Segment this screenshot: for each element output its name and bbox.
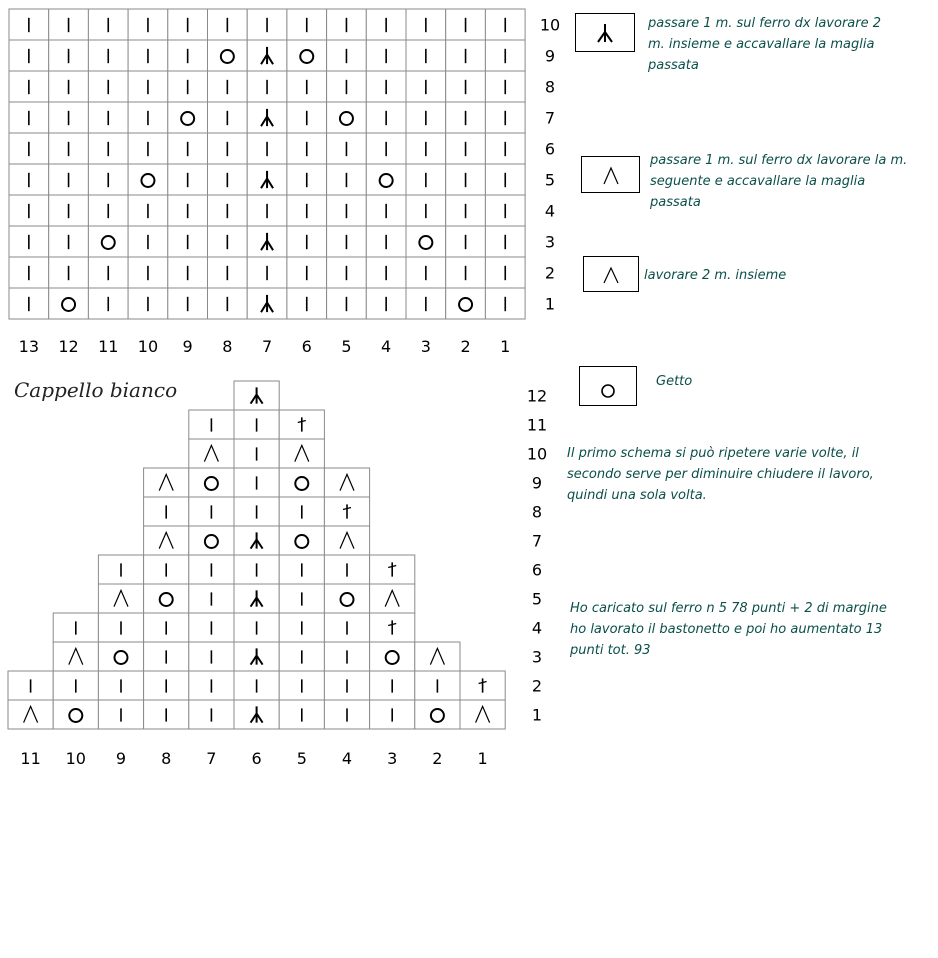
- stitch-cell: [234, 439, 279, 468]
- stitch-cell: [144, 497, 189, 526]
- column-number-label: 4: [381, 337, 392, 356]
- column-number-label: 5: [341, 337, 352, 356]
- row-number-label: 2: [544, 263, 556, 283]
- stitch-cell: [234, 381, 279, 410]
- column-number-label: 13: [18, 337, 40, 356]
- stitch-cell: [324, 584, 369, 613]
- row-number-label: 3: [544, 232, 556, 252]
- stitch-cell: [53, 613, 98, 642]
- row-number-label: 1: [531, 705, 543, 725]
- stitch-cell: [324, 526, 369, 555]
- stitch-cell: [144, 671, 189, 700]
- stitch-cell: [415, 642, 460, 671]
- stitch-cell: [279, 468, 324, 497]
- row-number-label: 5: [544, 170, 556, 190]
- stitch-cell: [8, 671, 53, 700]
- legend-s2p-box: [575, 13, 635, 52]
- stitch-cell: [234, 700, 279, 729]
- row-number-label: 6: [531, 560, 543, 580]
- row-number-label: 7: [544, 108, 556, 128]
- stitch-cell: [144, 642, 189, 671]
- stitch-cell: [370, 584, 415, 613]
- row-number-label: 8: [531, 502, 543, 522]
- stitch-cell: [189, 642, 234, 671]
- cast-on-note: Ho caricato sul ferro n 5 78 punti + 2 di margine ho lavorato il bastonetto e poi ho aumentato 13 punti tot. 93: [570, 601, 887, 658]
- legend-k2t-box: [583, 256, 639, 292]
- stitch-cell: [189, 555, 234, 584]
- stitch-cell: [370, 700, 415, 729]
- column-number-label: 12: [58, 337, 79, 356]
- stitch-cell: [189, 700, 234, 729]
- row-number-label: 1: [544, 294, 556, 314]
- stitch-cell: [460, 700, 505, 729]
- column-number-label: 1: [500, 337, 511, 356]
- column-number-label: 1: [477, 749, 488, 768]
- stitch-cell: [234, 468, 279, 497]
- stitch-cell: [53, 642, 98, 671]
- stitch-cell: [324, 642, 369, 671]
- row-number-label: 9: [544, 46, 556, 66]
- stitch-cell: [189, 671, 234, 700]
- stitch-cell: [370, 671, 415, 700]
- stitch-cell: [234, 555, 279, 584]
- column-number-label: 7: [206, 749, 217, 768]
- column-number-label: 8: [222, 337, 233, 356]
- stitch-cell: [279, 410, 324, 439]
- stitch-cell: [234, 410, 279, 439]
- column-number-label: 2: [432, 749, 443, 768]
- stitch-cell: [234, 584, 279, 613]
- column-number-label: 4: [341, 749, 353, 768]
- stitch-cell: [324, 468, 369, 497]
- row-number-label: 4: [531, 618, 543, 638]
- stitch-cell: [279, 497, 324, 526]
- column-number-label: 11: [20, 749, 41, 768]
- stitch-cell: [324, 671, 369, 700]
- stitch-cell: [324, 555, 369, 584]
- stitch-cell: [144, 526, 189, 555]
- column-number-label: 7: [261, 337, 273, 356]
- stitch-cell: [8, 700, 53, 729]
- stitch-cell: [234, 642, 279, 671]
- stitch-cell: [189, 439, 234, 468]
- stitch-cell: [324, 700, 369, 729]
- row-number-label: 2: [531, 676, 543, 696]
- legend-k2t-text: lavorare 2 m. insieme: [644, 268, 787, 283]
- stitch-cell: [279, 671, 324, 700]
- stitch-cell: [279, 526, 324, 555]
- stitch-cell: [189, 468, 234, 497]
- column-number-label: 9: [182, 337, 193, 356]
- column-number-label: 6: [251, 749, 262, 768]
- s2p-icon: [576, 14, 634, 51]
- column-number-label: 2: [460, 337, 471, 356]
- row-number-label: 10: [526, 444, 548, 464]
- row-number-label: 7: [531, 531, 543, 551]
- stitch-cell: [279, 584, 324, 613]
- stitch-cell: [370, 642, 415, 671]
- k2t-icon: [584, 257, 638, 291]
- legend-skp-text: passare 1 m. sul ferro dx lavorare la m. seguente e accavallare la maglia passata: [650, 153, 908, 210]
- stitch-cell: [279, 439, 324, 468]
- column-number-label: 10: [65, 749, 86, 768]
- stitch-cell: [189, 526, 234, 555]
- stitch-cell: [144, 555, 189, 584]
- stitch-cell: [279, 613, 324, 642]
- legend-yo-box: [579, 366, 637, 406]
- stitch-cell: [370, 613, 415, 642]
- column-number-label: 9: [115, 749, 127, 768]
- stitch-cell: [324, 613, 369, 642]
- stitch-cell: [189, 584, 234, 613]
- stitch-cell: [234, 497, 279, 526]
- stitch-cell: [370, 555, 415, 584]
- row-number-label: 8: [544, 77, 556, 97]
- stitch-cell: [415, 700, 460, 729]
- row-number-label: 11: [526, 415, 548, 435]
- row-number-label: 3: [531, 647, 543, 667]
- repeat-note: Il primo schema si può ripetere varie volte, il secondo serve per diminuire chiudere il lavoro, quindi una sola volta.: [567, 446, 874, 503]
- row-number-label: 6: [544, 139, 556, 159]
- legend-skp-box: [581, 156, 640, 193]
- stitch-cell: [279, 700, 324, 729]
- stitch-cell: [189, 613, 234, 642]
- stitch-cell: [98, 555, 143, 584]
- column-number-label: 8: [161, 749, 172, 768]
- stitch-cell: [98, 700, 143, 729]
- stitch-cell: [234, 613, 279, 642]
- stitch-cell: [279, 642, 324, 671]
- stitch-cell: [234, 526, 279, 555]
- stitch-cell: [98, 642, 143, 671]
- stitch-cell: [415, 671, 460, 700]
- stitch-cell: [144, 468, 189, 497]
- stitch-cell: [53, 671, 98, 700]
- row-number-label: 4: [544, 201, 556, 221]
- row-number-label: 10: [539, 15, 561, 35]
- column-number-label: 5: [296, 749, 307, 768]
- yo-icon: [580, 367, 636, 405]
- row-number-label: 12: [526, 386, 548, 406]
- stitch-cell: [279, 555, 324, 584]
- stitch-cell: [53, 700, 98, 729]
- row-number-label: 9: [531, 473, 543, 493]
- column-number-label: 10: [137, 337, 159, 356]
- stitch-cell: [234, 671, 279, 700]
- stitch-cell: [324, 497, 369, 526]
- chart-title: Cappello bianco: [14, 378, 178, 402]
- skp-icon: [582, 157, 639, 192]
- row-number-label: 5: [531, 589, 543, 609]
- column-number-label: 6: [301, 337, 312, 356]
- stitch-cell: [460, 671, 505, 700]
- legend-s2p-text: passare 1 m. sul ferro dx lavorare 2 m. insieme e accavallare la maglia passata: [648, 16, 882, 73]
- legend-yo-text: Getto: [656, 374, 693, 389]
- stitch-cell: [144, 613, 189, 642]
- stitch-cell: [189, 410, 234, 439]
- stitch-cell: [98, 613, 143, 642]
- stitch-cell: [189, 497, 234, 526]
- stitch-cell: [98, 671, 143, 700]
- column-number-label: 3: [420, 337, 431, 356]
- stitch-cell: [144, 700, 189, 729]
- column-number-label: 11: [98, 337, 119, 356]
- stitch-cell: [98, 584, 143, 613]
- column-number-label: 3: [387, 749, 398, 768]
- stitch-cell: [144, 584, 189, 613]
